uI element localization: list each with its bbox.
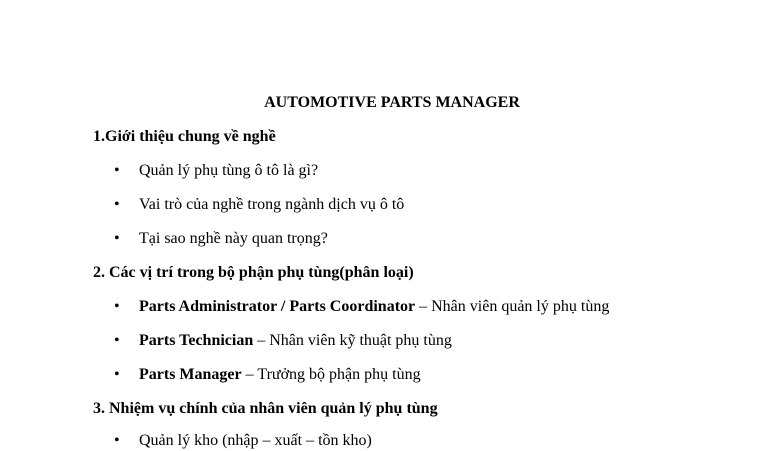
term-bold: Parts Manager	[139, 366, 242, 383]
bullet-icon: •	[114, 162, 120, 179]
bullet-icon: •	[114, 298, 120, 315]
section-heading-duties: 3. Nhiệm vụ chính của nhân viên quản lý phụ tùng	[93, 400, 438, 417]
term-bold: Parts Technician	[139, 332, 254, 349]
bullet-icon: •	[114, 196, 120, 213]
list-item-text: Vai trò của nghề trong ngành dịch vụ ô tô	[139, 196, 405, 213]
section-heading-intro: 1.Giới thiệu chung về nghề	[93, 128, 276, 145]
bullet-icon: •	[114, 366, 120, 383]
list-item-text: Parts Manager – Trưởng bộ phận phụ tùng	[139, 366, 421, 383]
list-item-text: Parts Technician – Nhân viên kỹ thuật phụ tùng	[139, 332, 452, 349]
list-item-text: Tại sao nghề này quan trọng?	[139, 230, 328, 247]
list-item-text: Quản lý kho (nhập – xuất – tồn kho)	[139, 432, 372, 449]
list-item-text: Parts Administrator / Parts Coordinator – Nhân viên quản lý phụ tùng	[139, 298, 610, 315]
section-heading-positions: 2. Các vị trí trong bộ phận phụ tùng(phân loại)	[93, 264, 414, 281]
bullet-icon: •	[114, 230, 120, 247]
list-item-text: Quản lý phụ tùng ô tô là gì?	[139, 162, 319, 179]
term-bold: Parts Administrator / Parts Coordinator	[139, 298, 416, 315]
document-title: AUTOMOTIVE PARTS MANAGER	[264, 94, 520, 111]
bullet-icon: •	[114, 432, 120, 449]
bullet-icon: •	[114, 332, 120, 349]
